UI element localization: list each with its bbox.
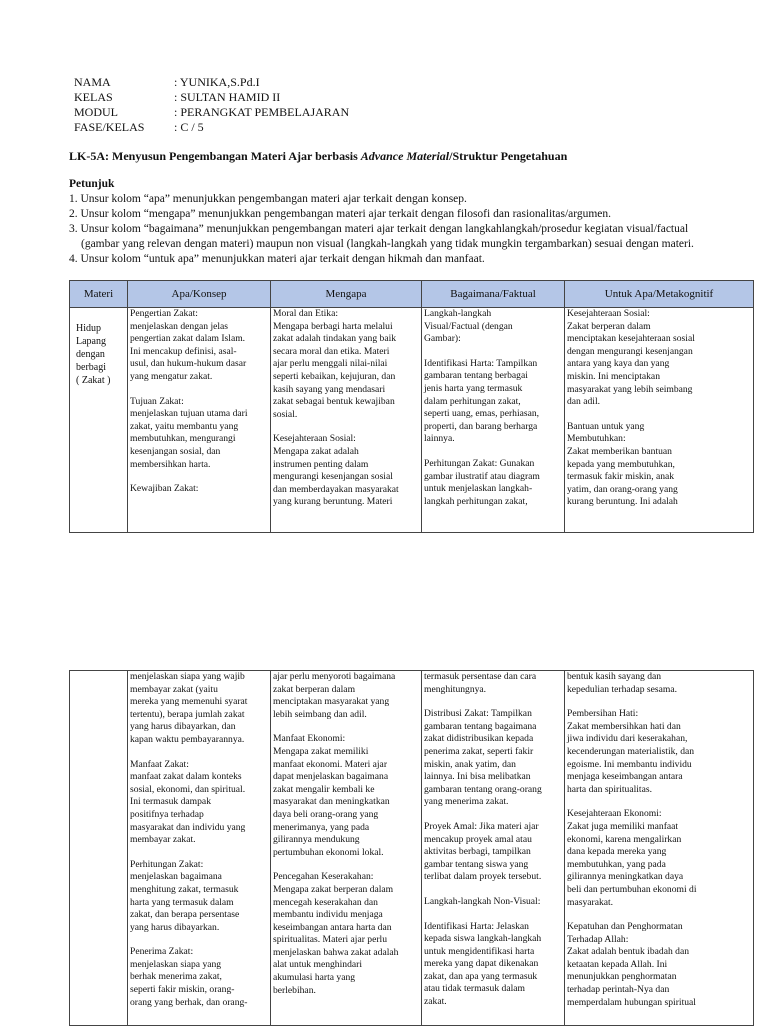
materi-table-page-1: [69, 280, 754, 533]
paragraph: Pembersihan Hati: Zakat membersihkan hati dan jiwa individu dari keserakahan, kecenderungan materialistik, dan egoisme. Ini membantu individu menjaga keseimbangan antara harta dan spiritualitas.: [567, 708, 695, 795]
mengapa-cell: [271, 671, 422, 1026]
document-title: [69, 149, 567, 164]
title-prefix: LK-5A: Menyusun Pengembangan Materi Ajar berbasis: [69, 149, 361, 163]
table-row: [70, 308, 754, 533]
identity-value: : SULTAN HAMID II: [174, 90, 281, 104]
identity-label: KELAS: [74, 90, 113, 104]
paragraph: menjelaskan siapa yang wajib membayar zakat (yaitu mereka yang memenuhi syarat tertentu), berapa jumlah zakat yang harus dibayarkan, dan kapan waktu pembayarannya.: [130, 671, 248, 745]
title-suffix: /Struktur Pengetahuan: [449, 149, 568, 163]
instructions-heading: Petunjuk: [69, 178, 115, 190]
paragraph: Langkah-langkah Visual/Factual (dengan Gambar):: [424, 308, 513, 345]
paragraph: Penerima Zakat: menjelaskan siapa yang berhak menerima zakat, seperti fakir miskin, orang- orang yang berhak, dan orang-: [130, 946, 248, 1008]
paragraph: Proyek Amal: Jika materi ajar mencakup proyek amal atau aktivitas berbagi, tampilkan gambar tentang siswa yang terlibat dalam proyek tersebut.: [424, 820, 542, 883]
identity-value: : YUNIKA,S.Pd.I: [174, 75, 260, 89]
paragraph: Perhitungan Zakat: menjelaskan bagaimana menghitung zakat, termasuk harta yang termasuk dalam zakat, dan berapa persentase yang harus dibayarkan.: [130, 858, 240, 933]
paragraph: ajar perlu menyoroti bagaimana zakat berperan dalam menciptakan masyarakat yang lebih seimbang dan adil.: [273, 671, 396, 720]
identity-value: : PERANGKAT PEMBELAJARAN: [174, 105, 350, 119]
identity-label: MODUL: [74, 105, 118, 119]
header-apa-konsep: Apa/Konsep: [128, 281, 271, 308]
paragraph: Manfaat Zakat: manfaat zakat dalam konteks sosial, ekonomi, dan spiritual. Ini termasuk dampak positifnya terhadap masyarakat dan individu yang membayar zakat.: [130, 758, 246, 846]
paragraph: termasuk persentase dan cara menghitungnya.: [424, 671, 537, 695]
paragraph: Langkah-langkah Non-Visual:: [424, 895, 541, 907]
paragraph: Identifikasi Harta: Tampilkan gambaran tentang berbagai jenis harta yang termasuk dalam perhitungan zakat, seperti uang, emas, perhiasan, properti, dan barang berharga lainnya.: [424, 357, 540, 445]
identity-value: : C / 5: [174, 120, 204, 134]
instruction-item: 4. Unsur kolom “untuk apa” menunjukkan materi ajar terkait dengan hikmah dan manfaat.: [69, 253, 485, 265]
header-materi: Materi: [70, 281, 128, 308]
header-mengapa: Mengapa: [271, 281, 422, 308]
table-row: [70, 671, 754, 1026]
paragraph: Distribusi Zakat: Tampilkan gambaran tentang bagaimana zakat didistribusikan kepada penerima zakat, seperti fakir miskin, anak yatim, dan lainnya. Ini bisa melibatkan gambaran tentang orang-orang yang menerima zakat.: [424, 708, 542, 808]
bagaimana-cell: [422, 308, 565, 533]
title-italic: Advance Material: [360, 149, 450, 163]
paragraph: Manfaat Ekonomi: Mengapa zakat memiliki manfaat ekonomi. Materi ajar dapat menjelaskan bagaimana zakat mengalir kembali ke masyarakat dan meningkatkan daya beli orang-orang yang menerimanya, yang pada gilirannya mendukung pertumbuhan ekonomi lokal.: [273, 733, 390, 858]
apa-cell: [128, 308, 271, 533]
instruction-item: 1. Unsur kolom “apa” menunjukkan pengembangan materi ajar terkait dengan konsep.: [69, 193, 467, 205]
header-untuk-apa-metakognitif: Untuk Apa/Metakognitif: [565, 281, 754, 308]
instructions: [69, 177, 694, 267]
paragraph: bentuk kasih sayang dan kepedulian terhadap sesama.: [567, 671, 678, 695]
identity-block: [74, 75, 349, 135]
materi-cell: Hidup Lapang dengan berbagi ( Zakat ): [70, 308, 128, 533]
apa-cell: [128, 671, 271, 1026]
instruction-item: 3. Unsur kolom “bagaimana” menunjukkan pengembangan materi ajar terkait dengan langkahlangkah/prosedur kegiatan visual/factual: [69, 223, 689, 235]
paragraph: Pengertian Zakat: menjelaskan dengan jelas pengertian zakat dalam Islam. Ini mencakup definisi, asal- usul, dan hukum-hukum dasar yang mengatur zakat.: [130, 308, 247, 382]
paragraph: Tujuan Zakat: menjelaskan tujuan utama dari zakat, yaitu membantu yang membutuhkan, mengurangi kesenjangan sosial, dan membersihkan harta.: [130, 395, 248, 470]
paragraph: Pencegahan Keserakahan: Mengapa zakat berperan dalam mencegah keserakahan dan membantu individu menjaga keseimbangan antara harta dan spiritualitas. Materi ajar perlu menjelaskan bahwa zakat adalah alat untuk menghindari akumulasi harta yang berlebihan.: [273, 871, 399, 996]
bagaimana-cell: [422, 671, 565, 1026]
materi-cell-empty: [70, 671, 128, 1026]
paragraph: Perhitungan Zakat: Gunakan gambar ilustratif atau diagram untuk menjelaskan langkah- langkah perhitungan zakat,: [424, 457, 540, 507]
paragraph: Kepatuhan dan Penghormatan Terhadap Allah: Zakat adalah bentuk ibadah dan ketaatan kepada Allah. Ini menunjukkan penghormatan terhadap perintah-Nya dan memperdalam hubungan spiritual: [567, 921, 696, 1008]
identity-label: FASE/KELAS: [74, 120, 145, 134]
identity-row-modul: [74, 105, 349, 120]
identity-label: NAMA: [74, 75, 111, 89]
paragraph: Kesejahteraan Ekonomi: Zakat juga memiliki manfaat ekonomi, karena mengalirkan dana kepada mereka yang membutuhkan, yang pada gilirannya meningkatkan daya beli dan pertumbuhan ekonomi di masyarakat.: [567, 808, 697, 908]
untuk-apa-cell: [565, 671, 754, 1026]
materi-table-page-2: [69, 670, 754, 1026]
identity-row-kelas: [74, 90, 349, 105]
paragraph: Identifikasi Harta: Jelaskan kepada siswa langkah-langkah untuk mengidentifikasi harta mereka yang dapat dikenakan zakat, dan apa yang termasuk atau tidak termasuk dalam zakat.: [424, 920, 542, 1008]
paragraph: Bantuan untuk yang Membutuhkan: Zakat memberikan bantuan kepada yang membutuhkan, termasuk fakir miskin, anak yatim, dan orang-orang yang kurang beruntung. Ini adalah: [567, 420, 678, 508]
identity-row-fase: [74, 120, 349, 135]
identity-row-nama: [74, 75, 349, 90]
header-bagaimana-faktual: Bagaimana/Faktual: [422, 281, 565, 308]
paragraph: Kesejahteraan Sosial: Zakat berperan dalam menciptakan kesejahteraan sosial dengan mengurangi kesenjangan antara yang kaya dan yang miskin. Ini menciptakan masyarakat yang lebih seimbang dan adil.: [567, 308, 695, 408]
paragraph: Kesejahteraan Sosial: Mengapa zakat adalah instrumen penting dalam mengurangi kesenjangan sosial dan memberdayakan masyarakat yang kurang beruntung. Materi: [273, 433, 399, 508]
paragraph: Kewajiban Zakat:: [130, 483, 199, 495]
paragraph: Moral dan Etika: Mengapa berbagi harta melalui zakat adalah tindakan yang baik secara moral dan etika. Materi ajar perlu menggali nilai-nilai seperti kebaikan, kejujuran, dan kasih sayang yang mendasari zakat sebagai bentuk kewajiban sosial.: [273, 308, 397, 420]
instruction-item: 2. Unsur kolom “mengapa” menunjukkan pengembangan materi ajar terkait dengan filosofi dan rasionalitas/argumen.: [69, 208, 612, 220]
instruction-item-continuation: (gambar yang relevan dengan materi) maupun non visual (langkah-langkah yang tidak mungkin tergambarkan) sesuai dengan materi.: [81, 238, 694, 250]
untuk-apa-cell: [565, 308, 754, 533]
mengapa-cell: [271, 308, 422, 533]
table-header-row: [70, 281, 754, 308]
